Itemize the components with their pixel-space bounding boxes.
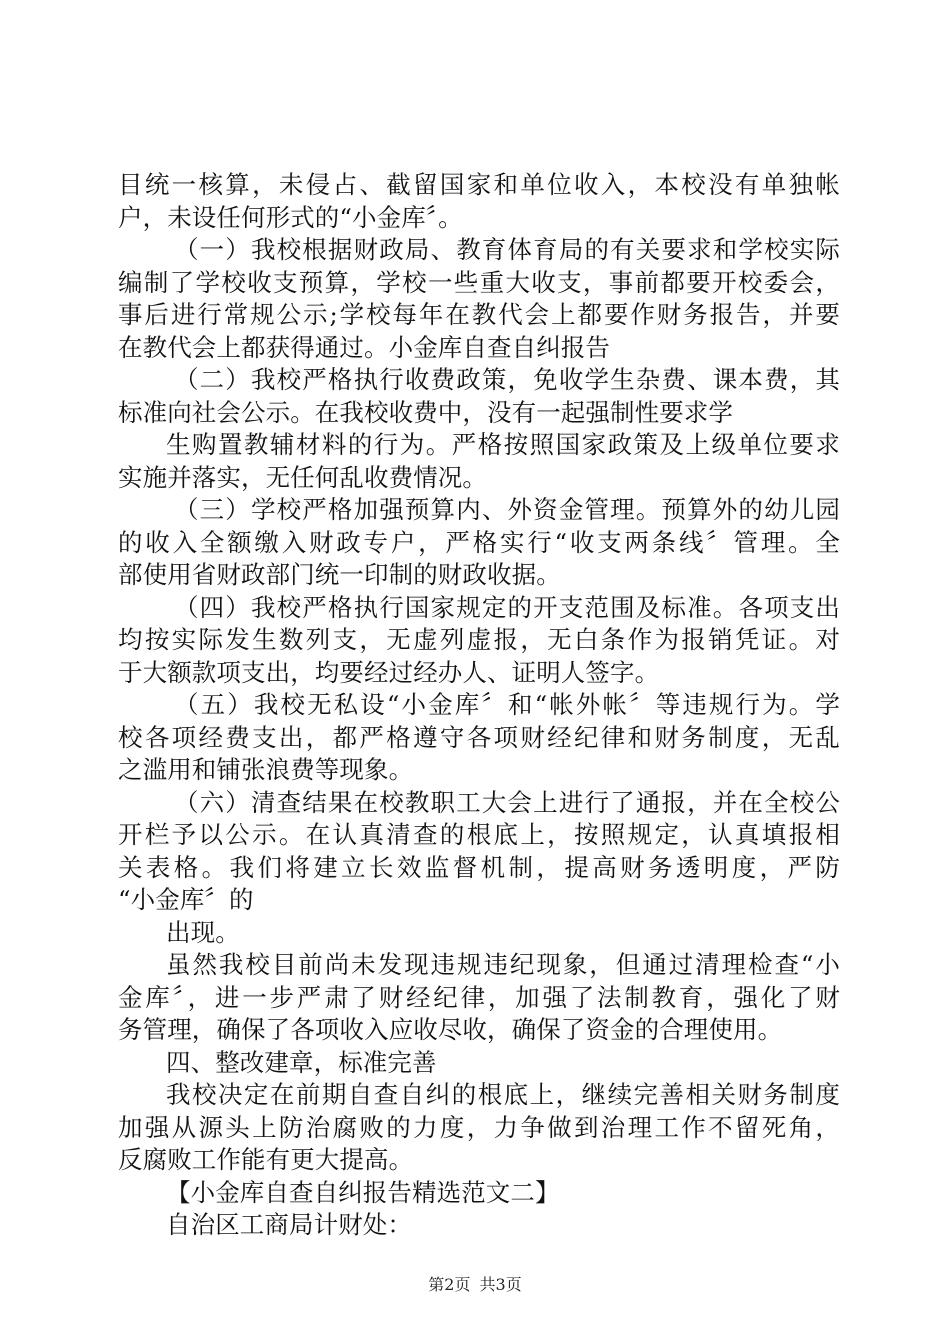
paragraph-start-line: （三）学校严格加强预算内、外资金管理。预算外的幼儿园 xyxy=(174,495,840,524)
text-line: 开栏予以公示。在认真清查的根底上，按照规定，认真填报相 xyxy=(118,820,840,849)
paragraph-start-line: 出现。 xyxy=(166,917,240,947)
text-line: 关表格。我们将建立长效监督机制，提高财务透明度，严防 xyxy=(118,852,840,882)
paragraph-start-line: （四）我校严格执行国家规定的开支范围及标准。各项支出 xyxy=(174,592,840,622)
section-heading: 四、整改建章，标准完善 xyxy=(166,1047,437,1077)
paragraph-start-line: （一）我校根据财政局、教育体育局的有关要求和学校实际 xyxy=(174,235,840,264)
paragraph-start-line: （六）清查结果在校教职工大会上进行了通报，并在全校公 xyxy=(174,787,840,817)
sample-title: 【小金库自查自纠报告精选范文二】 xyxy=(166,1177,560,1207)
text-line: 实施并落实，无任何乱收费情况。 xyxy=(118,462,487,492)
page-footer xyxy=(0,1272,950,1295)
text-line: 在教代会上都获得通过。小金库自查自纠报告 xyxy=(118,332,610,362)
page-number: 第2页 xyxy=(428,1275,471,1294)
text-line: 之滥用和铺张浪费等现象。 xyxy=(118,755,414,784)
text-line: 标准向社会公示。在我校收费中，没有一起强制性要求学 xyxy=(118,397,733,427)
text-line: 事后进行常规公示;学校每年在教代会上都要作财务报告，并要 xyxy=(118,300,840,329)
paragraph-start-line: （二）我校严格执行收费政策，免收学生杂费、课本费，其 xyxy=(174,365,840,394)
text-line: 部使用省财政部门统一印制的财政收据。 xyxy=(118,560,561,589)
text-line: 均按实际发生数列支，无虚列虚报，无白条作为报销凭证。对 xyxy=(118,625,840,654)
text-line: 的收入全额缴入财政专户，严格实行“收支两条线〞管理。全 xyxy=(118,527,840,557)
text-line: 校各项经费支出，都严格遵守各项财经纪律和财务制度，无乱 xyxy=(118,722,840,752)
text-line: 务管理，确保了各项收入应收尽收，确保了资金的合理使用。 xyxy=(118,1015,783,1044)
text-line: 编制了学校收支预算，学校一些重大收支，事前都要开校委会， xyxy=(118,267,840,297)
paragraph-start-line: 生购置教辅材料的行为。严格按照国家政策及上级单位要求 xyxy=(166,430,840,459)
text-line: 目统一核算，未侵占、截留国家和单位收入，本校没有单独帐 xyxy=(118,170,840,199)
letter-salutation: 自治区工商局计财处： xyxy=(166,1210,412,1239)
text-line: 户，未设任何形式的“小金库〞。 xyxy=(118,202,463,232)
document-body xyxy=(118,169,840,1242)
text-line: 加强从源头上防治腐败的力度，力争做到治理工作不留死角， xyxy=(118,1112,840,1142)
text-line: 金库〞，进一步严肃了财经纪律，加强了法制教育，强化了财 xyxy=(118,982,840,1012)
paragraph-start-line: 我校决定在前期自查自纠的根底上，继续完善相关财务制度 xyxy=(166,1080,840,1109)
text-line: “小金库〞的 xyxy=(118,885,254,914)
paragraph-start-line: 虽然我校目前尚未发现违规违纪现象，但通过清理检查“小 xyxy=(166,950,840,979)
text-line: 反腐败工作能有更大提高。 xyxy=(118,1145,414,1174)
text-line: 于大额款项支出，均要经过经办人、证明人签字。 xyxy=(118,657,660,687)
paragraph-start-line: （五）我校无私设“小金库〞和“帐外帐〞等违规行为。学 xyxy=(174,690,840,719)
page-total: 共3页 xyxy=(479,1275,522,1294)
